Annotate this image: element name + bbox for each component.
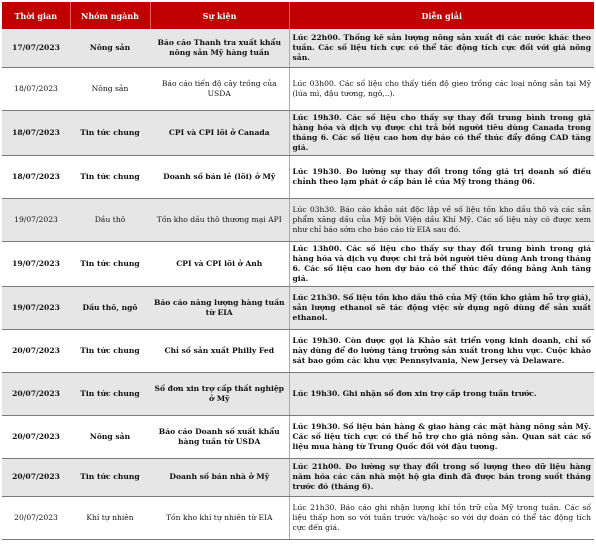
cell-date: 18/07/2023 <box>2 67 70 110</box>
header-group: Nhóm ngành <box>70 2 150 29</box>
cell-description: Lúc 19h30. Còn được gọi là Khảo sát triển vọng kinh doanh, chỉ số này dùng để đo lường tăng trưởng sản xuất trong khu vực. Cuộc khảo sát bao gồm các khu vực Pennsylvania, New Jersey và Delaware. <box>289 329 594 372</box>
cell-event: CPI và CPI lõi ở Canada <box>150 110 289 155</box>
table-row <box>2 372 594 415</box>
header-event: Sự kiện <box>150 2 289 29</box>
cell-group: Dầu thô <box>70 198 150 241</box>
cell-description: Lúc 19h30. Ghi nhận số đơn xin trợ cấp trong tuần trước. <box>289 372 594 415</box>
cell-description: Lúc 19h30. Các số liệu cho thấy sự thay đổi trung bình trong giá hàng hóa và dịch vụ được chi trả bởi người tiêu dùng Canada trong tháng 6. Các số liệu cao hơn dự báo có thể thúc đẩy đồng CAD tăng giá. <box>289 110 594 155</box>
cell-group: Tin tức chung <box>70 372 150 415</box>
cell-event: Số đơn xin trợ cấp thất nghiệp ở Mỹ <box>150 372 289 415</box>
cell-event: Tồn kho dầu thô thương mại API <box>150 198 289 241</box>
table-row <box>2 415 594 458</box>
cell-description: Lúc 19h30. Đo lường sự thay đổi trong tổng giá trị doanh số điều chỉnh theo lạm phát ở cấp bán lẻ của Mỹ trong tháng 06. <box>289 155 594 198</box>
table-row <box>2 286 594 329</box>
cell-date: 20/07/2023 <box>2 415 70 458</box>
cell-event: Chỉ số sản xuất Philly Fed <box>150 329 289 372</box>
cell-description: Lúc 21h30. Số liệu tồn kho dầu thô của Mỹ (tồn kho giảm hỗ trợ giá), sản lượng ethanol sẽ tác động việc sử dụng ngô dùng để sản xuất ethanol. <box>289 286 594 329</box>
cell-group: Dầu thô, ngô <box>70 286 150 329</box>
table-row <box>2 329 594 372</box>
cell-group: Nông sản <box>70 29 150 67</box>
table-row <box>2 198 594 241</box>
table-row <box>2 29 594 67</box>
cell-group: Tin tức chung <box>70 110 150 155</box>
header-row <box>2 2 594 29</box>
cell-event: Báo cáo tiến độ cây trồng của USDA <box>150 67 289 110</box>
cell-group: Nông sản <box>70 67 150 110</box>
cell-event: Báo cáo năng lượng hàng tuần từ EIA <box>150 286 289 329</box>
cell-date: 20/07/2023 <box>2 329 70 372</box>
table-body <box>2 29 594 539</box>
cell-event: Doanh số bán nhà ở Mỹ <box>150 458 289 496</box>
cell-event: Doanh số bán lẻ (lõi) ở Mỹ <box>150 155 289 198</box>
cell-date: 20/07/2023 <box>2 458 70 496</box>
cell-event: Báo cáo Thanh tra xuất khẩu nông sản Mỹ hàng tuần <box>150 29 289 67</box>
cell-date: 18/07/2023 <box>2 110 70 155</box>
cell-date: 19/07/2023 <box>2 286 70 329</box>
cell-description: Lúc 03h00. Các số liệu cho thấy tiến độ gieo trồng các loại nông sản tại Mỹ (lúa mì, đậu tương, ngô,..). <box>289 67 594 110</box>
header-description: Diễn giải <box>289 2 594 29</box>
cell-group: Tin tức chung <box>70 458 150 496</box>
cell-description: Lúc 22h00. Thống kê sản lượng nông sản xuất đi các nước khác theo tuần. Các số liệu tích cực có thể tác động tích cực đối với giá nông sản. <box>289 29 594 67</box>
cell-event: CPI và CPI lõi ở Anh <box>150 241 289 286</box>
table-row <box>2 458 594 496</box>
event-calendar-table <box>2 2 594 540</box>
cell-date: 19/07/2023 <box>2 198 70 241</box>
cell-event: Báo cáo Doanh số xuất khẩu hàng tuần từ USDA <box>150 415 289 458</box>
header-time: Thời gian <box>2 2 70 29</box>
table-row <box>2 155 594 198</box>
cell-date: 20/07/2023 <box>2 372 70 415</box>
cell-group: Tin tức chung <box>70 241 150 286</box>
cell-description: Lúc 13h00. Các số liệu cho thấy sự thay đổi trung bình trong giá hàng hóa và dịch vụ được chi trả bởi người tiêu dùng Anh trong tháng 6. Các số liệu cao hơn dự báo có thể thúc đẩy đồng bảng Anh tăng giá. <box>289 241 594 286</box>
cell-description: Lúc 03h30. Báo cáo khảo sát độc lập về số liệu tồn kho dầu thô và các sản phẩm xăng dầu của Mỹ bởi Viện dầu Khí Mỹ. Các số liệu này có được xem như chỉ báo sớm cho báo cáo từ EIA sau đó. <box>289 198 594 241</box>
cell-group: Tin tức chung <box>70 155 150 198</box>
cell-group: Tin tức chung <box>70 329 150 372</box>
cell-description: Lúc 21h30. Báo cáo ghi nhận lượng khí tồn trữ của Mỹ trong tuần. Các số liệu thấp hơn so với tuần trước và/hoặc so với dự đoán có thể tác động tích cực đến giá. <box>289 496 594 539</box>
table-row <box>2 110 594 155</box>
cell-date: 17/07/2023 <box>2 29 70 67</box>
table-row <box>2 496 594 539</box>
cell-description: Lúc 19h30. Số liệu bán hàng & giao hàng các mặt hàng nông sản Mỹ. Các số liệu tích cực có thể hỗ trợ cho giá nông sản. Quan sát các số liệu mua hàng từ Trung Quốc đối với đậu tương. <box>289 415 594 458</box>
cell-event: Tồn kho khí tự nhiên từ EIA <box>150 496 289 539</box>
cell-description: Lúc 21h00. Đo lường sự thay đổi trong số lượng theo dữ liệu hàng năm hóa các căn nhà một hộ gia đình đã được bán trong suốt tháng trước đó (tháng 6). <box>289 458 594 496</box>
cell-group: Khí tự nhiên <box>70 496 150 539</box>
cell-date: 20/07/2023 <box>2 496 70 539</box>
table-row <box>2 241 594 286</box>
cell-group: Nông sản <box>70 415 150 458</box>
table-row <box>2 67 594 110</box>
cell-date: 18/07/2023 <box>2 155 70 198</box>
cell-date: 19/07/2023 <box>2 241 70 286</box>
